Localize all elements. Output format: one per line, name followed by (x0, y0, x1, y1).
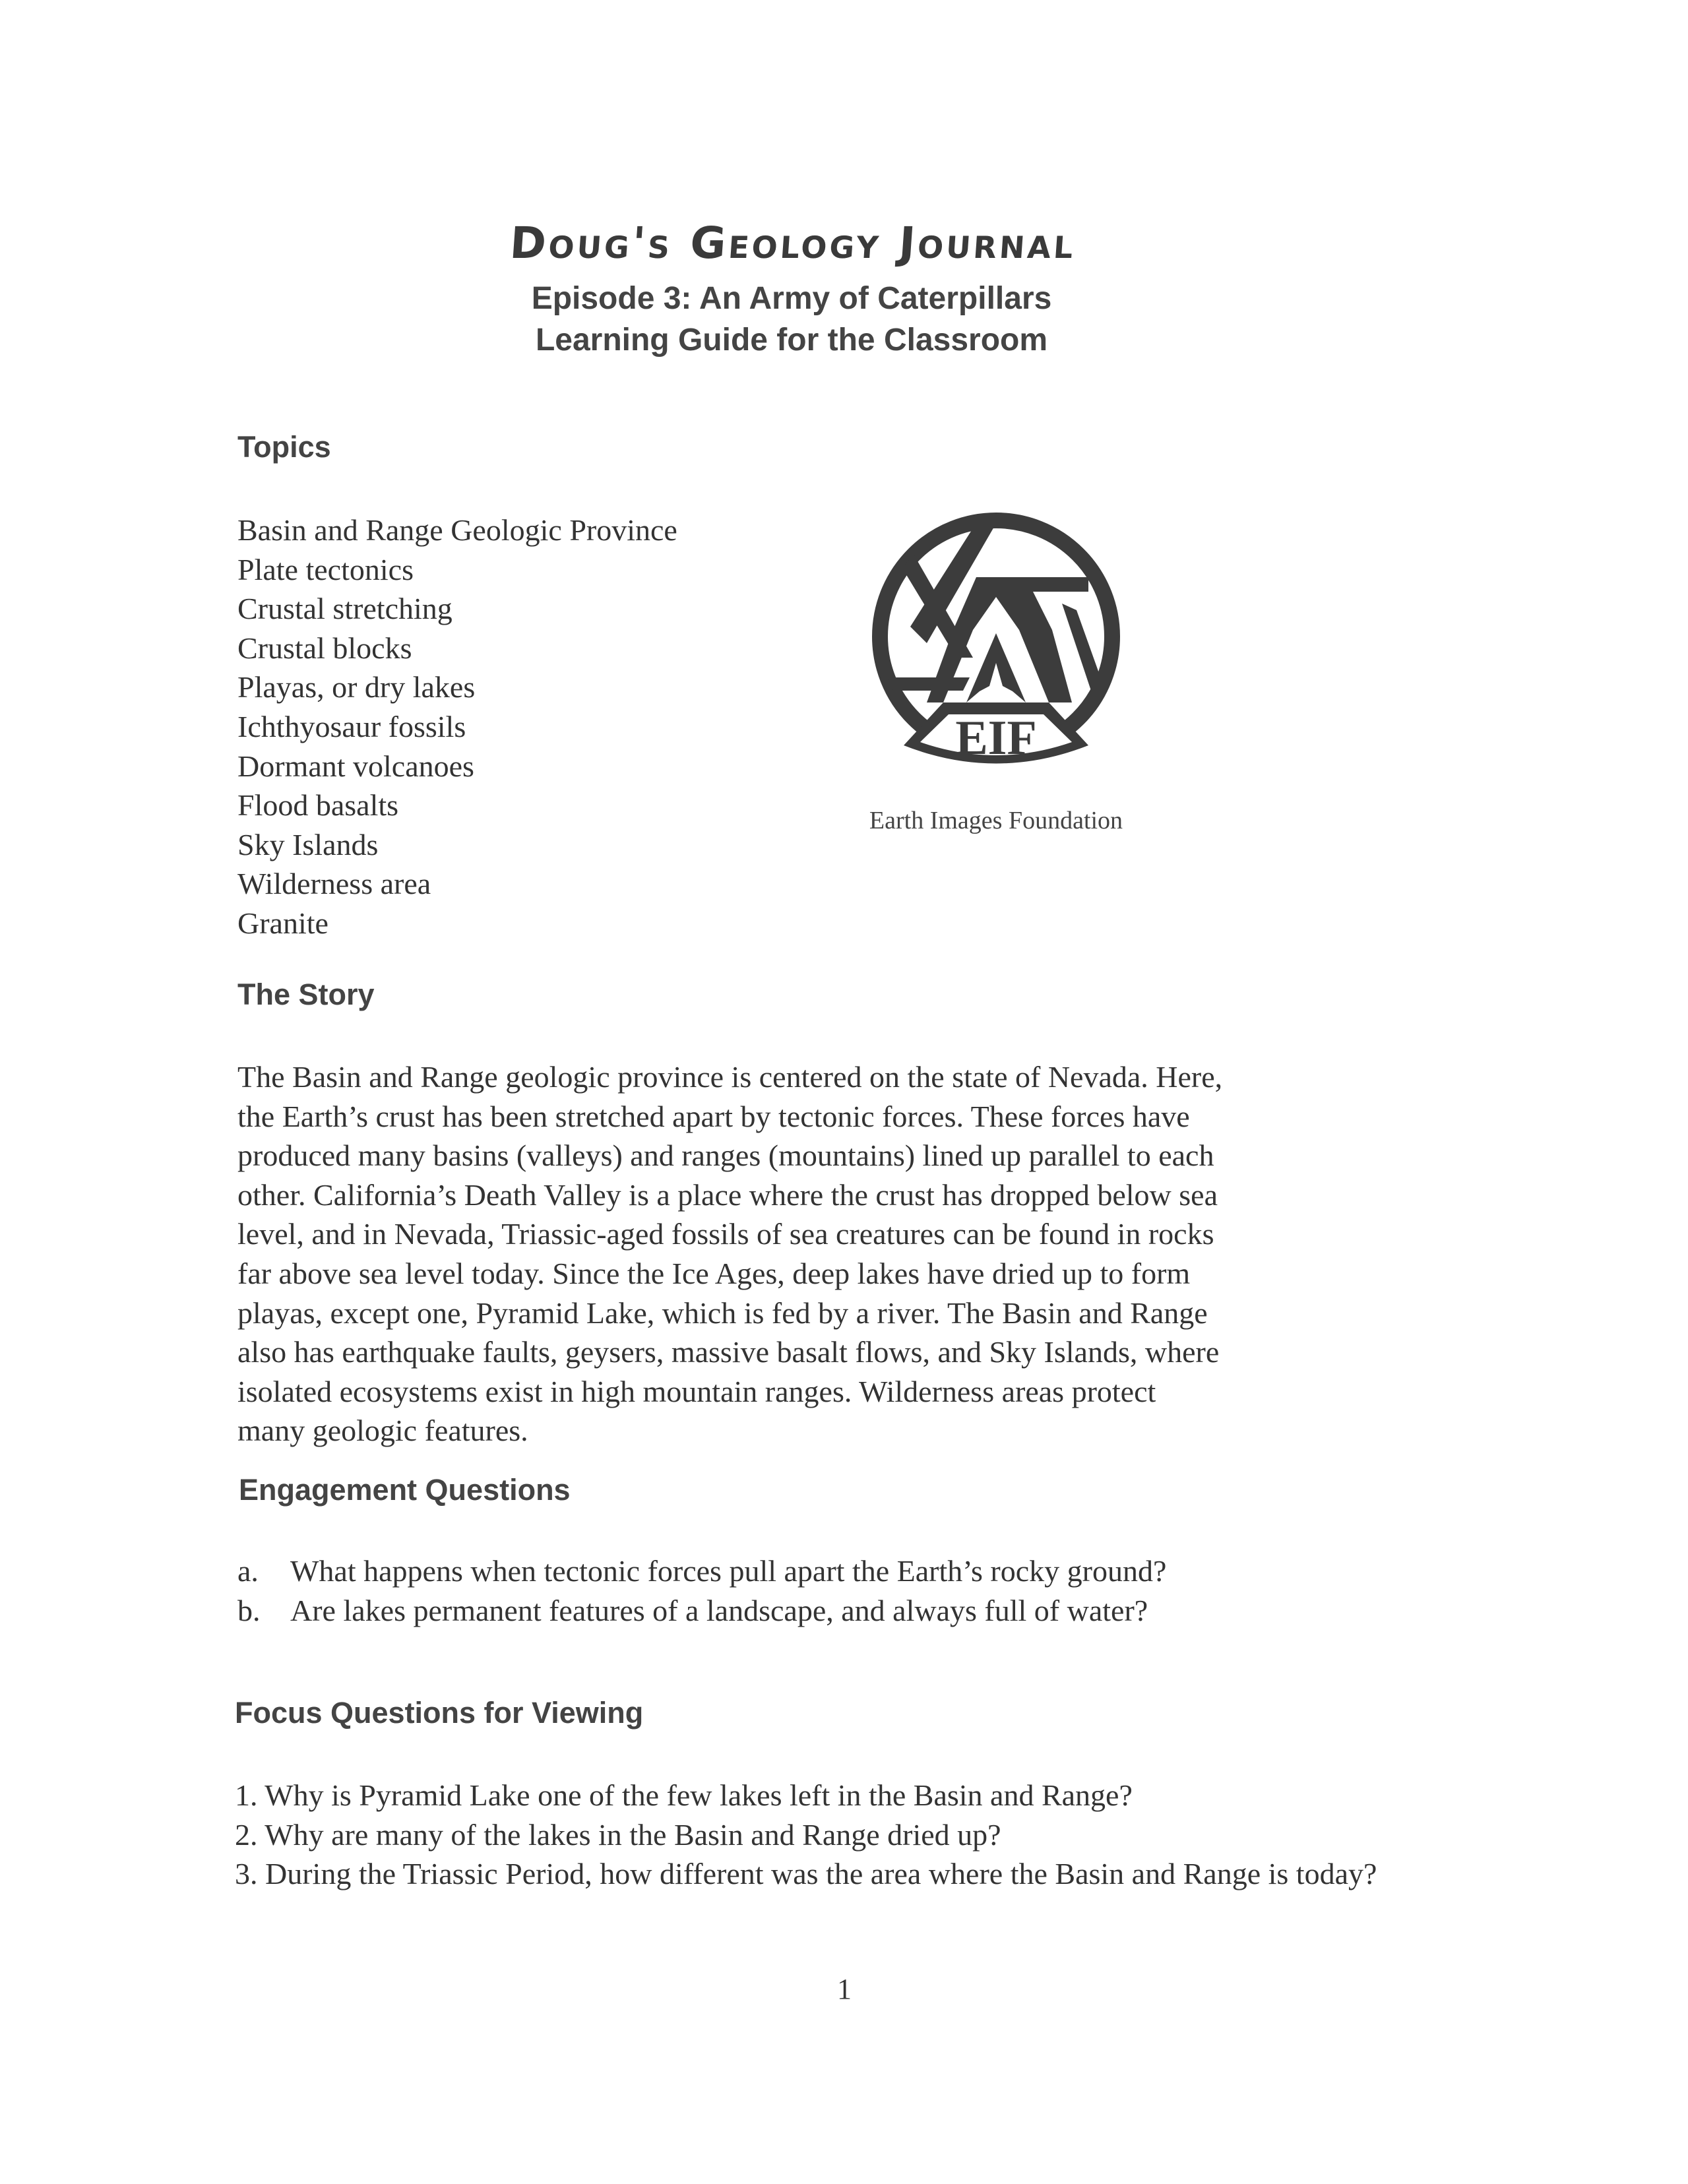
topic-item: Dormant volcanoes (237, 749, 474, 783)
journal-title: Doug's Geology Journal (508, 218, 1078, 268)
topic-item: Plate tectonics (237, 552, 414, 586)
engagement-question: What happens when tectonic forces pull apart the Earth’s rocky ground? (290, 1554, 1167, 1588)
focus-heading: Focus Questions for Viewing (235, 1696, 644, 1730)
story-line: playas, except one, Pyramid Lake, which is fed by a river. The Basin and Range (237, 1295, 1208, 1330)
story-line: isolated ecosystems exist in high mountain ranges. Wilderness areas protect (237, 1374, 1156, 1408)
eif-aperture-mountain-icon (864, 505, 1128, 795)
eif-logo (864, 505, 1128, 795)
story-paragraph (237, 1057, 1372, 1451)
eif-monogram: EIF (955, 711, 1037, 765)
story-line: produced many basins (valleys) and ranges (mountains) lined up parallel to each (237, 1139, 1214, 1173)
focus-question: 2. Why are many of the lakes in the Basin and Range dried up? (235, 1817, 1001, 1852)
story-line: far above sea level today. Since the Ice Ages, deep lakes have dried up to form (237, 1256, 1191, 1290)
engagement-item (237, 1551, 1166, 1591)
topic-item: Crustal stretching (237, 592, 453, 626)
topics-list (237, 511, 677, 943)
page-number: 1 (837, 1973, 852, 2005)
engagement-list (237, 1551, 1166, 1630)
story-line: many geologic features. (237, 1414, 528, 1448)
topics-heading: Topics (237, 430, 331, 464)
story-line: The Basin and Range geologic province is centered on the state of Nevada. Here, (237, 1060, 1223, 1094)
story-heading: The Story (237, 978, 375, 1011)
topic-item: Playas, or dry lakes (237, 670, 476, 704)
topic-item: Granite (237, 906, 328, 940)
engagement-item (237, 1591, 1166, 1631)
story-line: other. California’s Death Valley is a place where the crust has dropped below sea (237, 1177, 1218, 1212)
topic-item: Crustal blocks (237, 631, 412, 665)
guide-title: Learning Guide for the Classroom (535, 323, 1048, 358)
topic-item: Ichthyosaur fossils (237, 709, 466, 743)
focus-question: 1. Why is Pyramid Lake one of the few lakes left in the Basin and Range? (235, 1778, 1133, 1812)
focus-question: 3. During the Triassic Period, how different was the area where the Basin and Range is today? (235, 1857, 1377, 1891)
list-marker: a. (237, 1554, 259, 1588)
topic-item: Flood basalts (237, 788, 399, 823)
logo-caption: Earth Images Foundation (869, 807, 1123, 834)
story-line: level, and in Nevada, Triassic-aged fossils of sea creatures can be found in rocks (237, 1217, 1214, 1251)
focus-list (235, 1776, 1422, 1894)
story-line: also has earthquake faults, geysers, massive basalt flows, and Sky Islands, where (237, 1335, 1220, 1369)
list-marker: b. (237, 1593, 261, 1627)
topic-item: Basin and Range Geologic Province (237, 513, 677, 547)
topic-item: Wilderness area (237, 867, 431, 901)
engagement-question: Are lakes permanent features of a landscape, and always full of water? (290, 1593, 1148, 1627)
story-line: the Earth’s crust has been stretched apart by tectonic forces. These forces have (237, 1099, 1190, 1133)
topic-item: Sky Islands (237, 827, 379, 861)
episode-title: Episode 3: An Army of Caterpillars (531, 281, 1052, 316)
engagement-heading: Engagement Questions (239, 1473, 571, 1507)
